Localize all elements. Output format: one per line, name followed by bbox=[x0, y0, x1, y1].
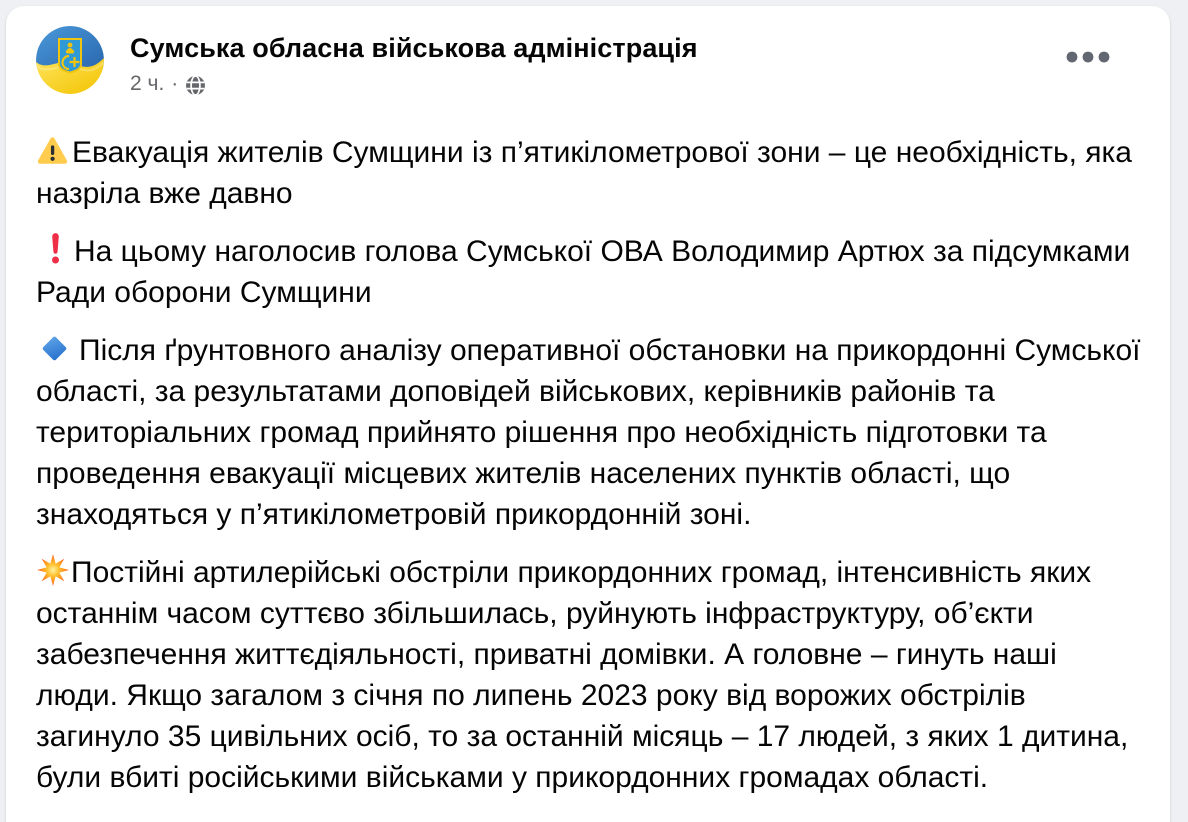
post-paragraph-text: Постійні артилерійські обстріли прикордонних громад, інтенсивність яких останнім часом суттєво збільшилась, руйнують інфраструктуру, об’єкти забезпечення життєдіяльності, приватні домівки. А головне – гинуть наші люди. Якщо загалом з січня по липень 2023 року від ворожих обстрілів загинуло 35 цивільних осіб, то за останній місяць – 17 людей, з яких 1 дитина, були вбиті російськими військами у прикордонних громадах області. bbox=[36, 556, 1129, 794]
ellipsis-icon bbox=[1066, 50, 1110, 64]
post-paragraph bbox=[36, 330, 1142, 535]
post-meta-row bbox=[130, 72, 1058, 96]
blue-diamond-icon bbox=[41, 335, 68, 362]
meta-separator: · bbox=[171, 72, 179, 95]
post-paragraph bbox=[36, 552, 1142, 798]
more-options-button[interactable] bbox=[1058, 40, 1118, 74]
globe-icon bbox=[185, 75, 206, 96]
red-exclamation-icon bbox=[49, 233, 62, 264]
explosion-icon bbox=[36, 553, 70, 587]
warning-icon bbox=[36, 135, 69, 165]
page-avatar[interactable] bbox=[36, 26, 104, 94]
post-paragraph-text: На цьому наголосив голова Сумської ОВА Володимир Артюх за підсумками Ради оборони Сумщини bbox=[36, 235, 1131, 309]
post-text bbox=[6, 96, 1170, 798]
facebook-post-card bbox=[6, 6, 1170, 822]
post-paragraph bbox=[36, 231, 1142, 313]
ukraine-flag-sumy-emblem-image bbox=[36, 26, 104, 94]
post-paragraph bbox=[36, 132, 1142, 214]
post-timestamp[interactable]: 2 ч. bbox=[130, 72, 165, 95]
page-name-link[interactable]: Сумська обласна військова адміністрація bbox=[130, 33, 698, 63]
post-paragraph-text: Після ґрунтовного аналізу оперативної обстановки на прикордонні Сумської області, за результатами доповідей військових, керівників районів та територіальних громад прийнято рішення про необхідність підготовки та проведення евакуації місцевих жителів населених пунктів області, що знаходяться у п’ятикілометровій прикордонній зоні. bbox=[36, 334, 1141, 531]
post-header-info bbox=[130, 26, 1058, 96]
post-paragraph-text: Евакуація жителів Сумщини із п’ятикілометрової зони – це необхідність, яка назріла вже давно bbox=[36, 136, 1132, 210]
post-header bbox=[6, 6, 1170, 96]
